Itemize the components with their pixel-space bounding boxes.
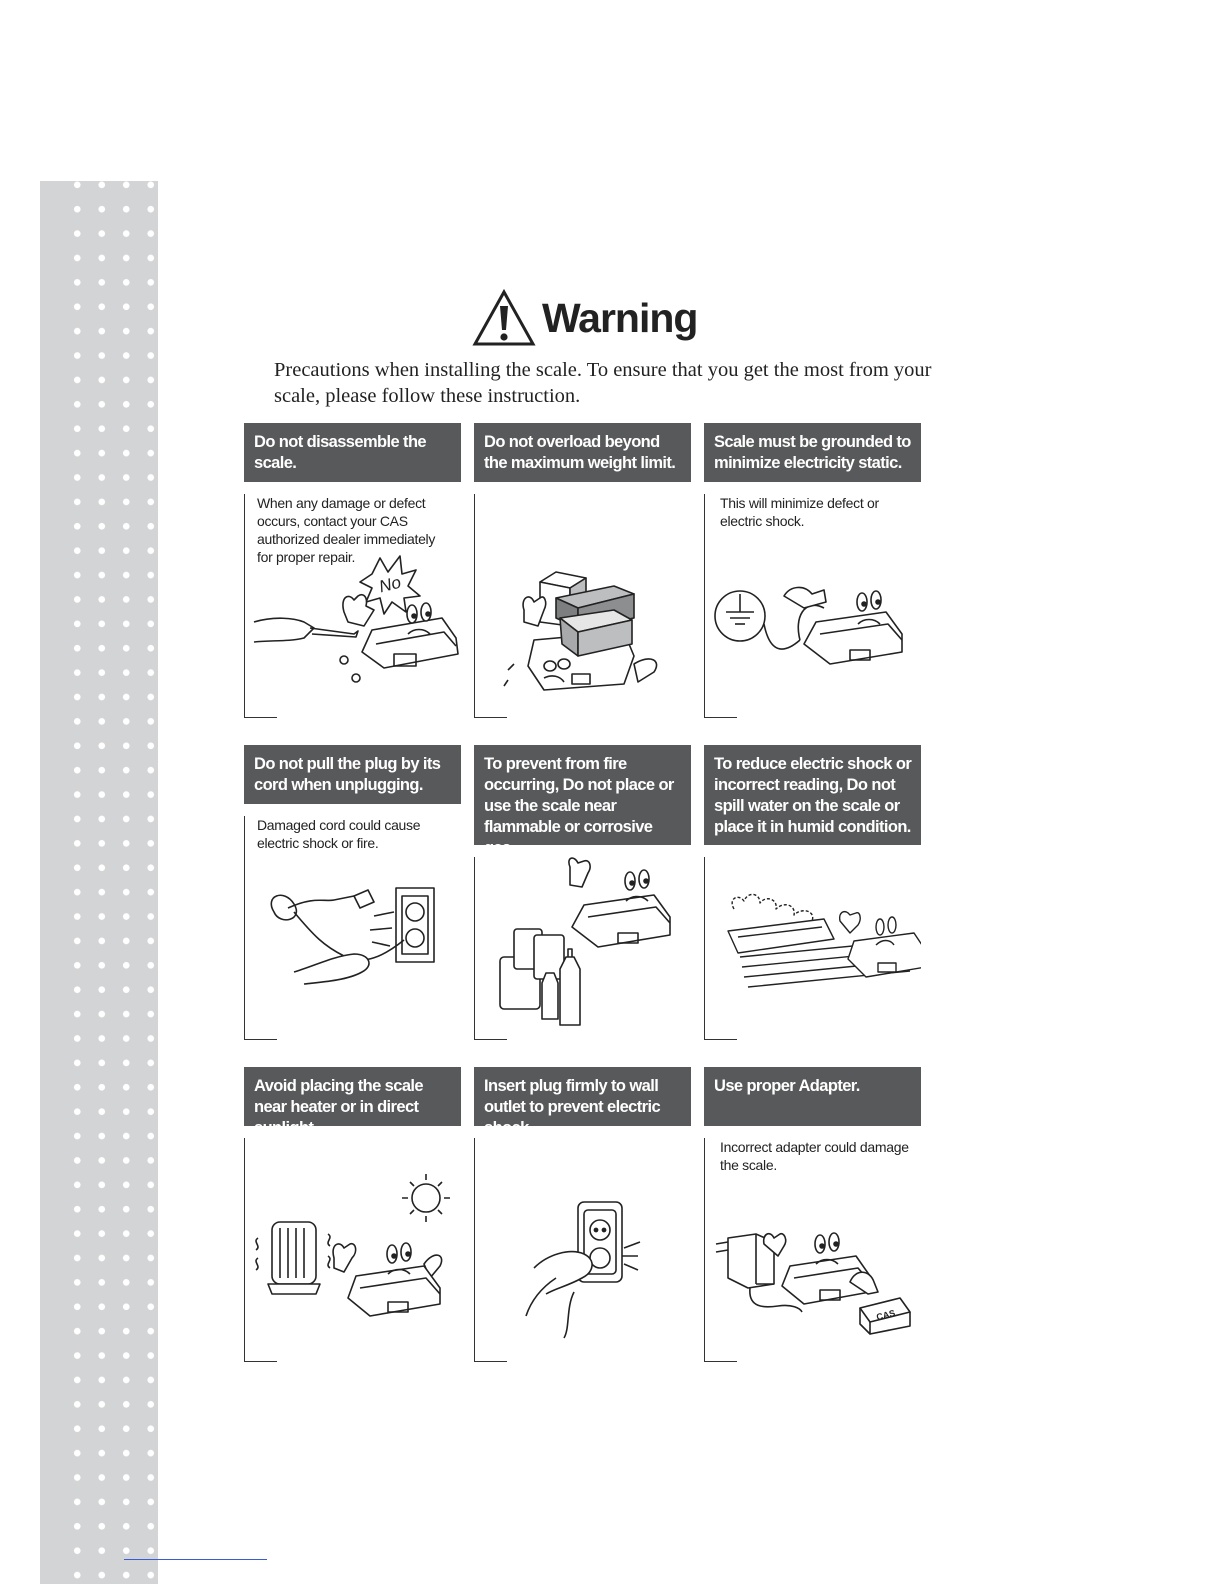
- card-water: [704, 745, 921, 1040]
- card-heading: To prevent from fire occurring, Do not place or use the scale near flammable or corrosive gas.: [474, 745, 691, 845]
- card-fire: [474, 745, 691, 1040]
- card-description: When any damage or defect occurs, contact your CAS authorized dealer immediately for proper repair.: [257, 495, 436, 565]
- card-heading: Insert plug firmly to wall outlet to prevent electric shock.: [474, 1067, 691, 1126]
- card-heater: [244, 1067, 461, 1362]
- page-title: Warning: [542, 294, 698, 341]
- sidebar-edge: [40, 181, 72, 1584]
- overload-illustration: [474, 494, 691, 718]
- card-heading: Scale must be grounded to minimize electricity static.: [704, 423, 921, 482]
- card-heading: To reduce electric shock or incorrect reading, Do not spill water on the scale or place it in humid condition.: [704, 745, 921, 845]
- card-heading: Do not pull the plug by its cord when unplugging.: [244, 745, 461, 804]
- card-body: [244, 816, 461, 1040]
- adapter-box-label: CAS: [875, 1307, 897, 1323]
- pull-plug-illustration: [244, 816, 461, 1040]
- card-disassemble: [244, 423, 461, 718]
- no-badge: No: [377, 572, 403, 597]
- card-description: This will minimize defect or electric shock.: [720, 495, 879, 529]
- water-illustration: [704, 857, 921, 1040]
- card-adapter: [704, 1067, 921, 1362]
- card-body: [474, 1138, 691, 1362]
- warning-triangle-icon: [472, 288, 536, 348]
- fire-illustration: [474, 857, 691, 1040]
- disassemble-illustration: [244, 494, 461, 718]
- card-body: [704, 1138, 921, 1362]
- grounded-illustration: [704, 494, 921, 718]
- card-body: [704, 857, 921, 1040]
- card-body: [244, 1138, 461, 1362]
- card-body: [244, 494, 461, 718]
- heater-illustration: [244, 1138, 461, 1362]
- card-description: Damaged cord could cause electric shock or fire.: [257, 817, 421, 851]
- card-description: Incorrect adapter could damage the scale.: [720, 1139, 909, 1173]
- adapter-illustration: [704, 1138, 921, 1362]
- card-body: [474, 494, 691, 718]
- card-body: [704, 494, 921, 718]
- warning-heading: [472, 288, 697, 348]
- card-pull-plug: [244, 745, 461, 1040]
- card-grounded: [704, 423, 921, 718]
- card-heading: Do not disassemble the scale.: [244, 423, 461, 482]
- intro-text: Precautions when installing the scale. To ensure that you get the most from your scale, please follow these instruction.: [274, 359, 932, 407]
- card-heading: Do not overload beyond the maximum weight limit.: [474, 423, 691, 482]
- card-body: [474, 857, 691, 1040]
- plug-firmly-illustration: [474, 1138, 691, 1362]
- card-heading: Use proper Adapter.: [704, 1067, 921, 1126]
- footer-link-line: [124, 1559, 267, 1560]
- card-overload: [474, 423, 691, 718]
- card-heading: Avoid placing the scale near heater or in direct sunlight.: [244, 1067, 461, 1126]
- card-plug-firmly: [474, 1067, 691, 1362]
